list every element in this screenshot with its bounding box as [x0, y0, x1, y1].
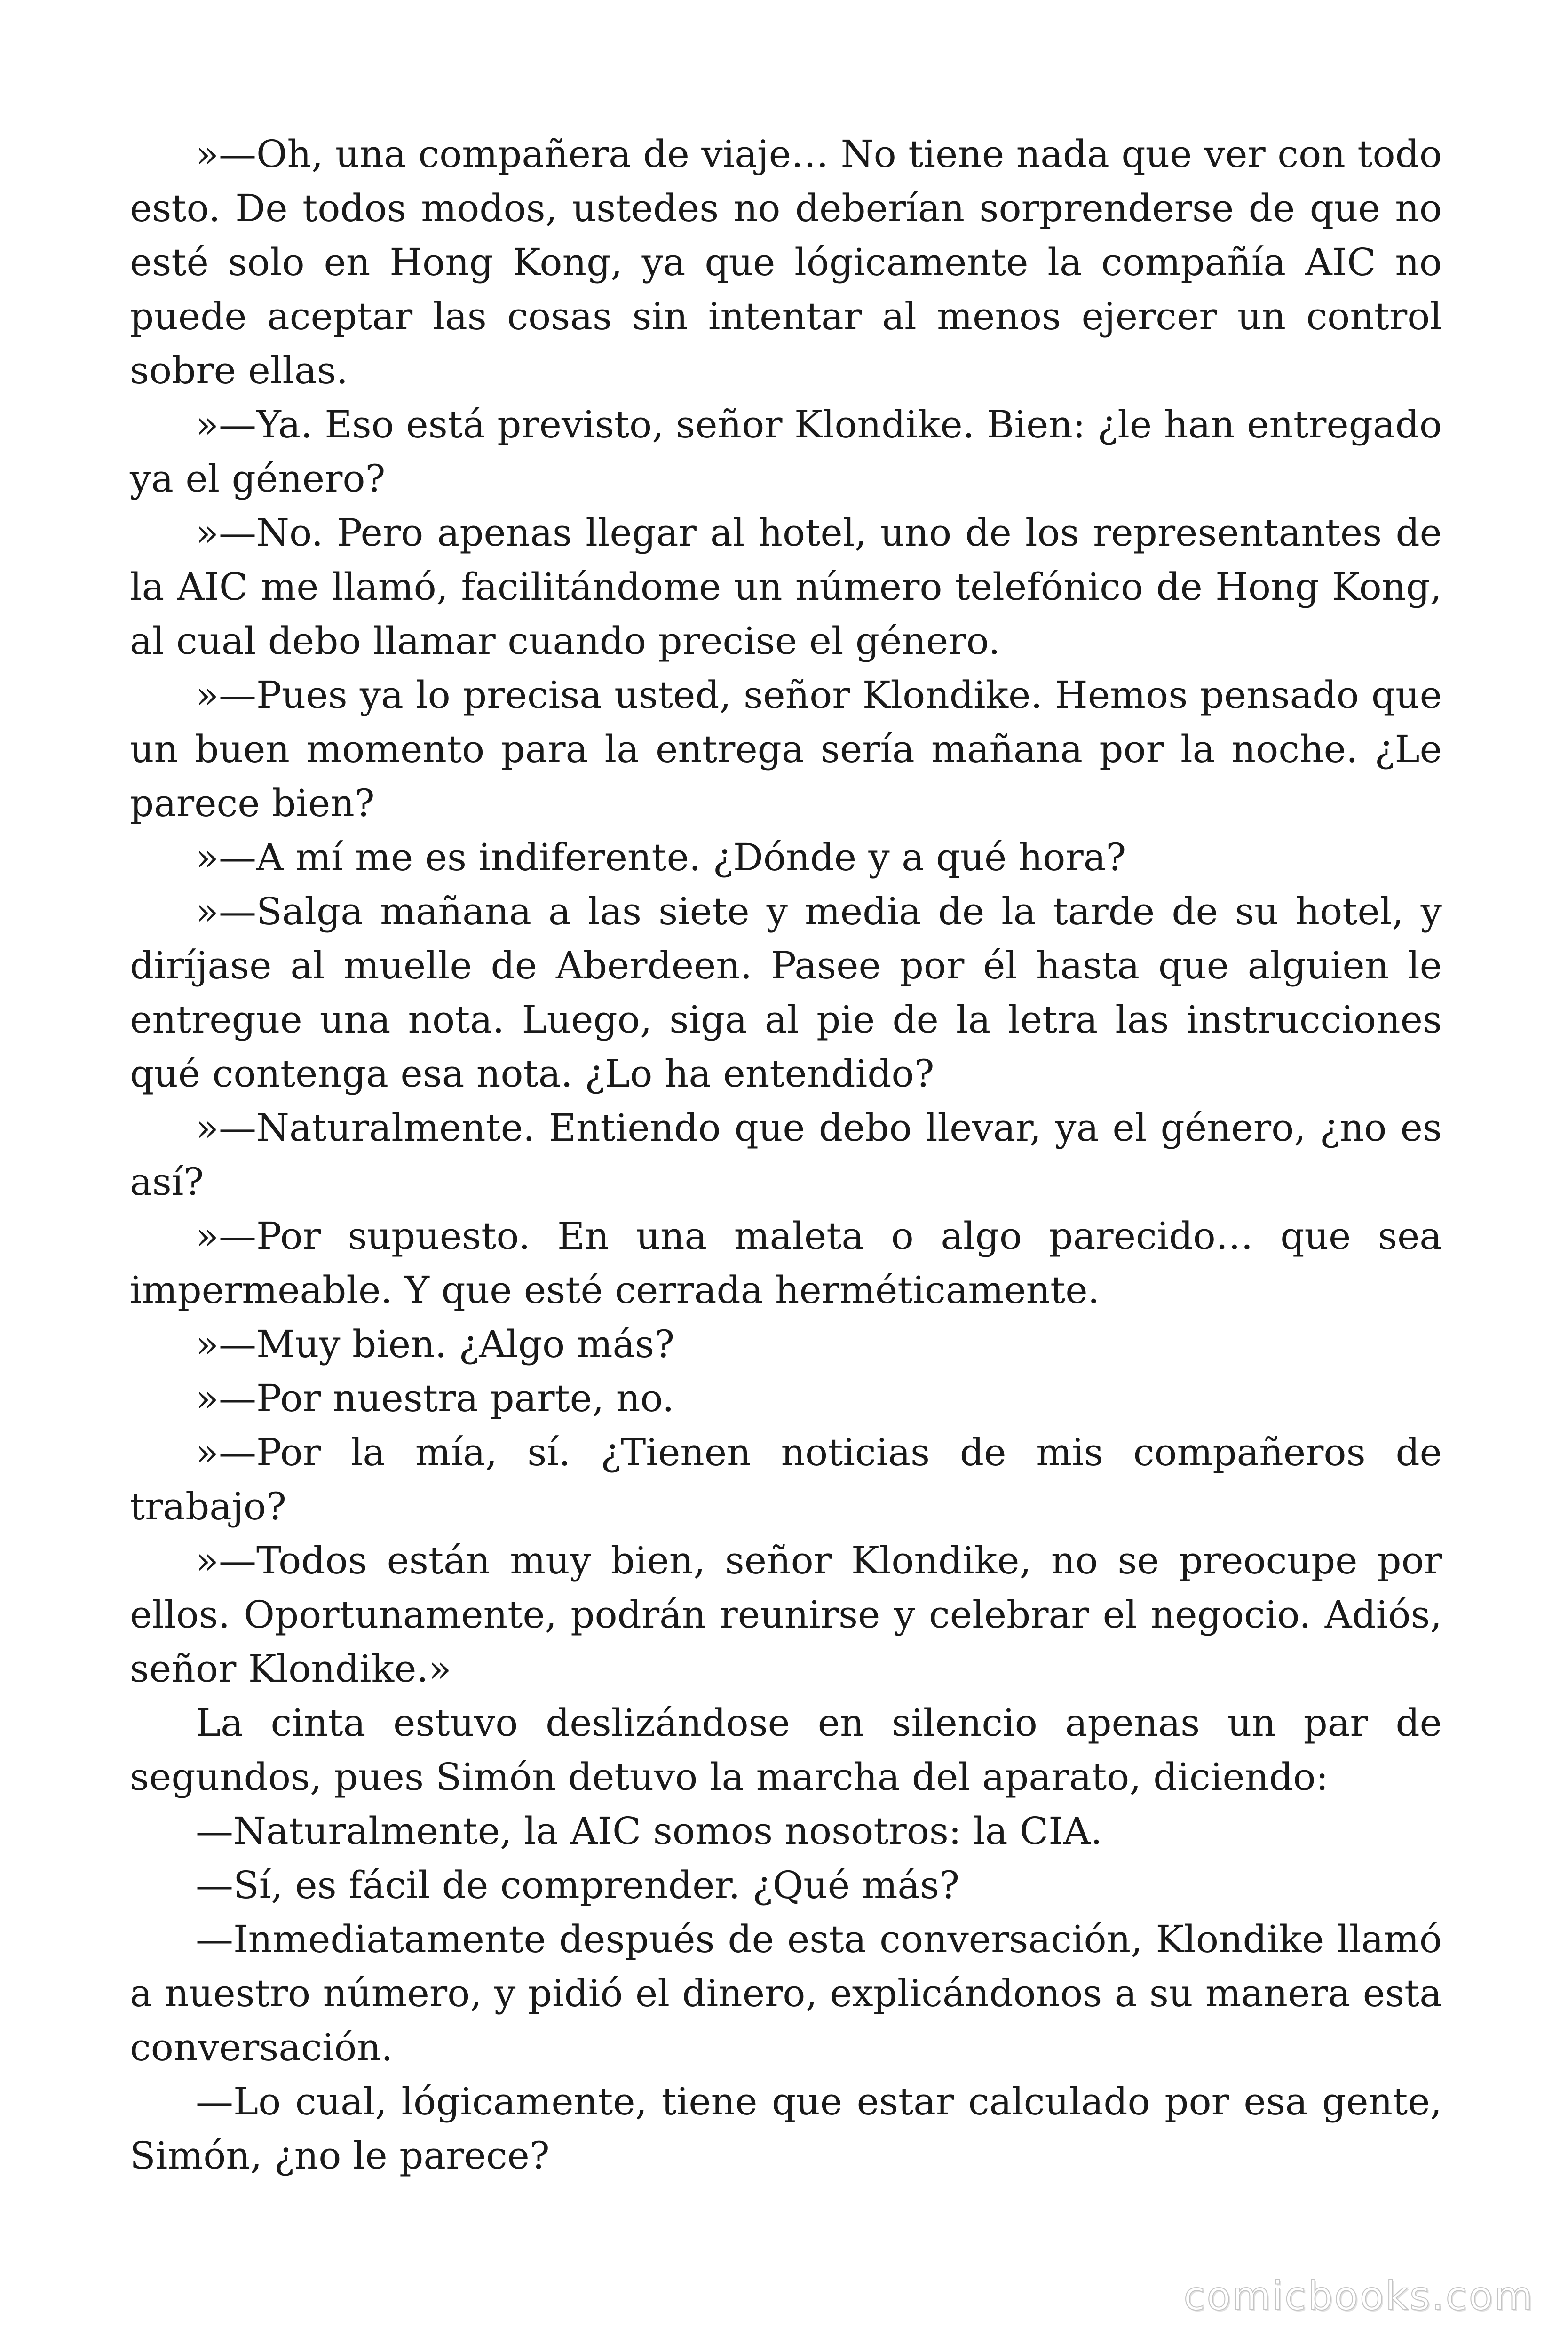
- paragraph: »—Por supuesto. En una maleta o algo parecido… que sea impermeable. Y que esté cerrada herméticamente.: [130, 1214, 1442, 1312]
- paragraph: »—No. Pero apenas llegar al hotel, uno de los representantes de la AIC me llamó, facilitándome un número telefónico de Hong Kong, al cual debo llamar cuando precise el género.: [130, 511, 1442, 663]
- paragraph: —Naturalmente, la AIC somos nosotros: la CIA.: [196, 1809, 1103, 1853]
- paragraph: —Inmediatamente después de esta conversación, Klondike llamó a nuestro número, y pidió el dinero, explicándonos a su manera esta conversación.: [130, 1917, 1442, 2069]
- paragraph: »—Todos están muy bien, señor Klondike, no se preocupe por ellos. Oportunamente, podrán reunirse y celebrar el negocio. Adiós, señor Klondike.»: [130, 1539, 1442, 1691]
- paragraph: »—Por la mía, sí. ¿Tienen noticias de mis compañeros de trabajo?: [130, 1430, 1442, 1528]
- paragraph: »—Naturalmente. Entiendo que debo llevar, ya el género, ¿no es así?: [130, 1106, 1442, 1204]
- paragraph: »—Pues ya lo precisa usted, señor Klondike. Hemos pensado que un buen momento para la entrega sería mañana por la noche. ¿Le parece bien?: [130, 673, 1442, 825]
- page-text: [130, 127, 1442, 2183]
- paragraph: —Sí, es fácil de comprender. ¿Qué más?: [196, 1863, 960, 1907]
- paragraph: »—Por nuestra parte, no.: [196, 1376, 674, 1420]
- paragraph: —Lo cual, lógicamente, tiene que estar calculado por esa gente, Simón, ¿no le parece?: [130, 2080, 1442, 2177]
- paragraph: »—Muy bien. ¿Algo más?: [196, 1322, 675, 1366]
- paragraph: »—A mí me es indiferente. ¿Dónde y a qué hora?: [196, 835, 1126, 879]
- paragraph: »—Ya. Eso está previsto, señor Klondike. Bien: ¿le han entregado ya el género?: [130, 403, 1442, 501]
- watermark: comicbooks.com: [1183, 2273, 1534, 2319]
- paragraph: »—Oh, una compañera de viaje… No tiene nada que ver con todo esto. De todos modos, ustedes no deberían sorprenderse de que no esté solo en Hong Kong, ya que lógicamente la compañía AIC no puede aceptar las cosas sin intentar al menos ejercer un control sobre ellas.: [130, 132, 1442, 392]
- paragraph: »—Salga mañana a las siete y media de la tarde de su hotel, y diríjase al muelle de Aberdeen. Pasee por él hasta que alguien le entregue una nota. Luego, siga al pie de la letra las instrucciones qué contenga esa nota. ¿Lo ha entendido?: [130, 890, 1442, 1096]
- paragraph: La cinta estuvo deslizándose en silencio apenas un par de segundos, pues Simón detuvo la marcha del aparato, diciendo:: [130, 1701, 1442, 1799]
